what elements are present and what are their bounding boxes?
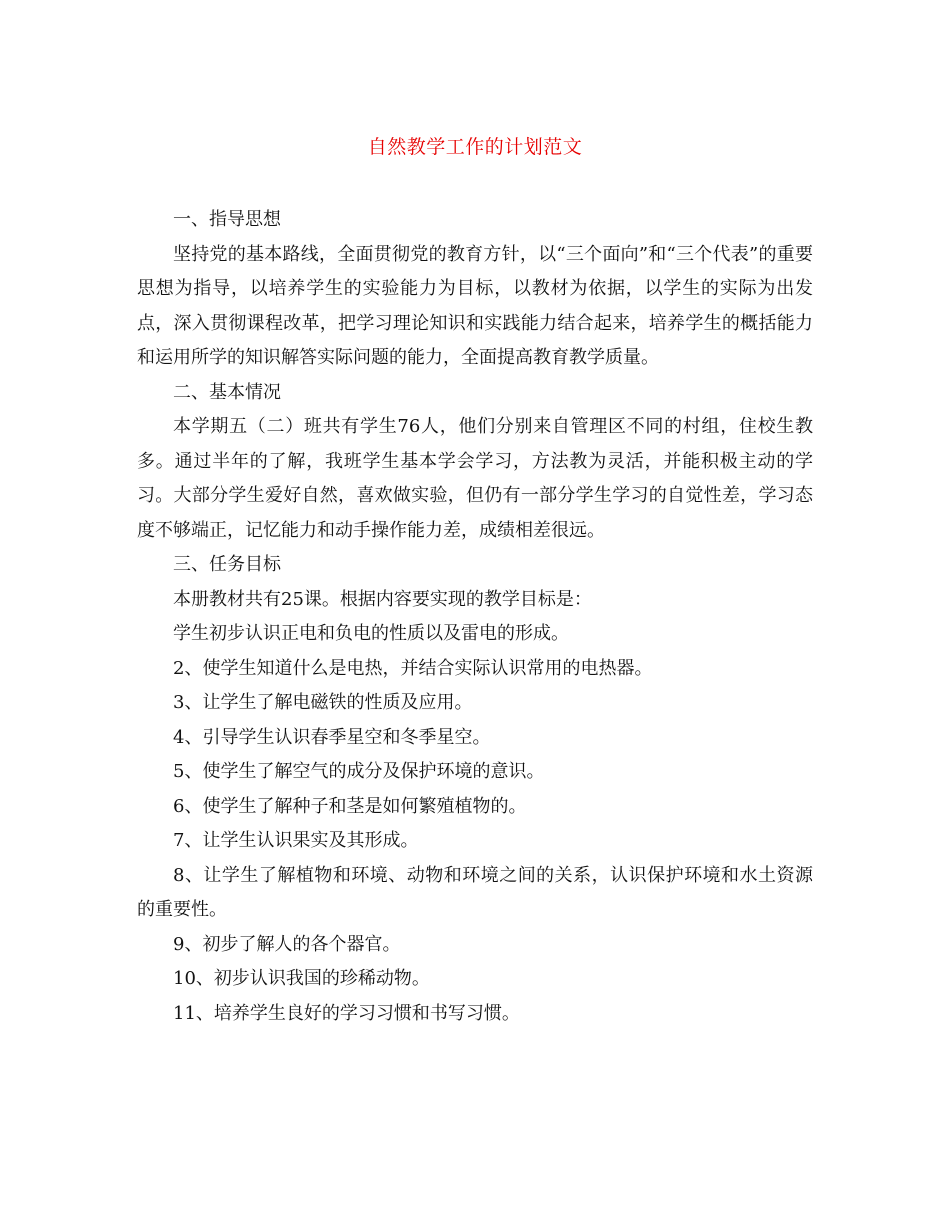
goal-item-1: 学生初步认识正电和负电的性质以及雷电的形成。: [173, 623, 569, 644]
goal-item-5: 5、使学生了解空气的成分及保护环境的意识。: [173, 761, 545, 782]
goal-item-3: 3、让学生了解电磁铁的性质及应用。: [173, 692, 473, 713]
goal-item-7: 7、让学生认识果实及其形成。: [173, 830, 419, 851]
paragraph-guiding-ideology: 坚持党的基本路线，全面贯彻党的教育方针，以“三个面向”和“三个代表”的重要思想为指导，以培养学生的实验能力为目标，以教材为依据，以学生的实际为出发点，深入贯彻课程改革，把学习理论知识和实践能力结合起来，培养学生的概括能力和运用所学的知识解答实际问题的能力，全面提高教育教学质量。: [137, 243, 813, 368]
paragraph-textbook-intro: 本册教材共有25课。根据内容要实现的教学目标是：: [173, 588, 592, 610]
goal-item-8: 8、让学生了解植物和环境、动物和环境之间的关系，认识保护环境和水土资源的重要性。: [137, 864, 813, 920]
document-title: 自然教学工作的计划范文: [367, 136, 583, 158]
section-heading-task-goals: 三、任务目标: [173, 554, 281, 575]
goal-item-11: 11、培养学生良好的学习习惯和书写习惯。: [173, 1002, 520, 1024]
section-heading-basic-situation: 二、基本情况: [173, 381, 281, 403]
paragraph-basic-situation: 本学期五（二）班共有学生76人，他们分别来自管理区不同的村组，住校生教多。通过半年的了解，我班学生基本学会学习，方法教为灵活，并能积极主动的学习。大部分学生爱好自然，喜欢做实验，但仍有一部分学生学习的自觉性差，学习态度不够端正，记忆能力和动手操作能力差，成绩相差很远。: [137, 416, 813, 541]
document-body: [137, 203, 813, 1031]
goal-item-2: 2、使学生知道什么是电热，并结合实际认识常用的电热器。: [173, 657, 653, 679]
goal-item-10: 10、初步认识我国的珍稀动物。: [173, 968, 430, 989]
section-heading-guiding-ideology: 一、指导思想: [173, 209, 281, 230]
goal-item-4: 4、引导学生认识春季星空和冬季星空。: [173, 726, 491, 748]
goal-item-6: 6、使学生了解种子和茎是如何繁殖植物的。: [173, 795, 527, 817]
goal-item-9: 9、初步了解人的各个器官。: [173, 933, 401, 955]
